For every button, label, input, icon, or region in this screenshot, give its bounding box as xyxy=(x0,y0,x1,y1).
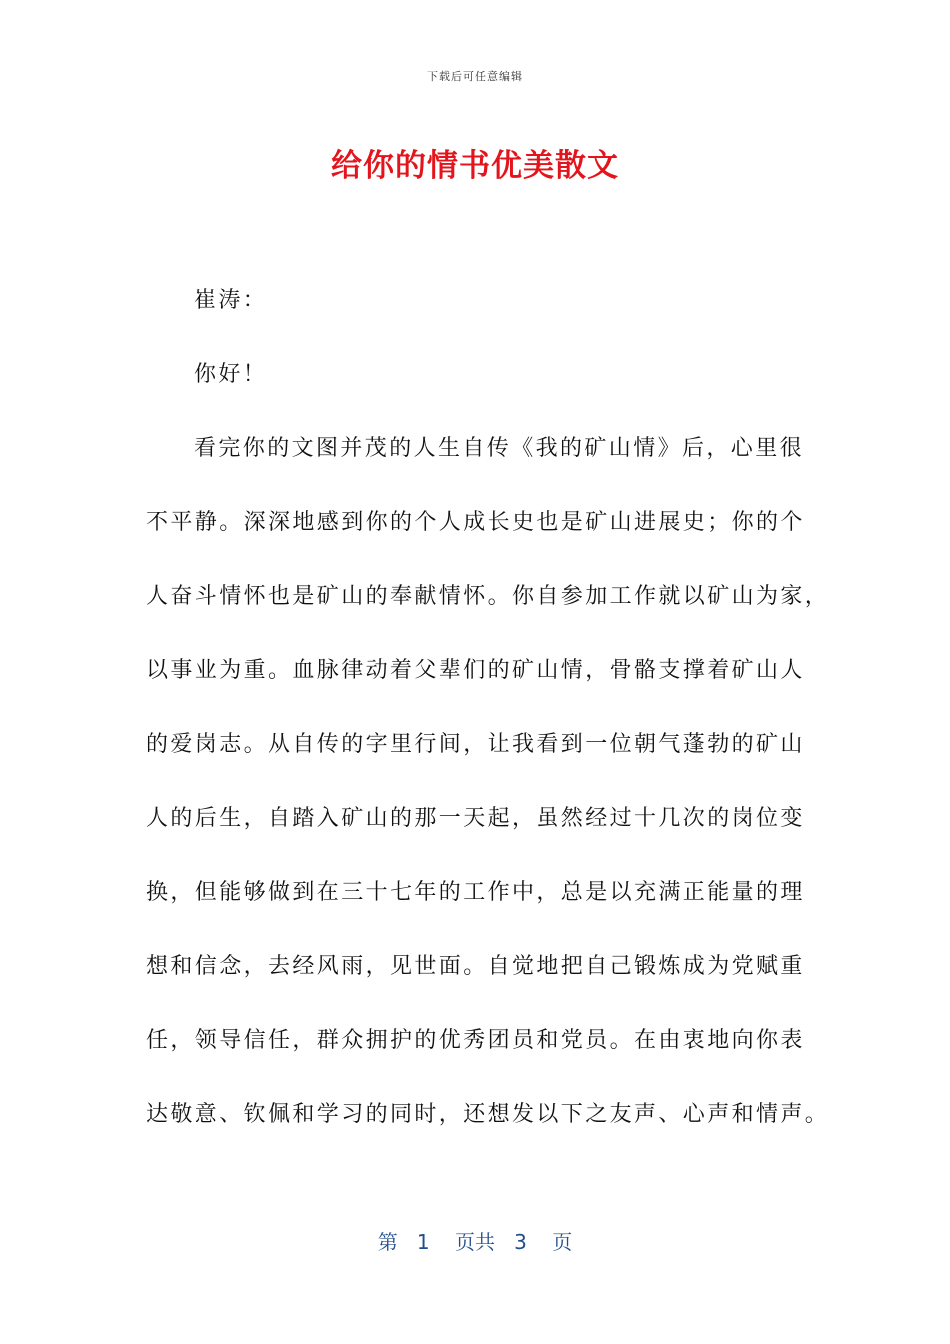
paragraph-line: 人的后生，自踏入矿山的那一天起，虽然经过十几次的岗位变 xyxy=(146,806,805,831)
paragraph-line: 的爱岗志。从自传的字里行间，让我看到一位朝气蓬勃的矿山 xyxy=(146,732,805,757)
page-total: 3 xyxy=(514,1230,527,1254)
paragraph-line: 任，领导信任，群众拥护的优秀团员和党员。在由衷地向你表 xyxy=(146,1028,805,1053)
paragraph-line: 想和信念，去经风雨，见世面。自觉地把自己锻炼成为党赋重 xyxy=(146,954,805,979)
paragraph-line: 不平静。深深地感到你的个人成长史也是矿山进展史；你的个 xyxy=(146,510,805,535)
page-label-prefix: 第 xyxy=(377,1230,398,1254)
paragraph-line: 达敬意、钦佩和学习的同时，还想发以下之友声、心声和情声。 xyxy=(146,1102,830,1127)
salutation: 崔涛： xyxy=(194,288,268,313)
paragraph-line: 换，但能够做到在三十七年的工作中，总是以充满正能量的理 xyxy=(146,880,805,905)
document-title: 给你的情书优美散文 xyxy=(331,148,619,184)
page-current: 1 xyxy=(416,1230,430,1254)
page-footer xyxy=(0,1226,950,1255)
header-note: 下载后可任意编辑 xyxy=(427,70,523,83)
page-label-suffix: 页 xyxy=(552,1230,573,1254)
page-label-middle: 页共 xyxy=(455,1230,495,1254)
paragraph-line: 看完你的文图并茂的人生自传《我的矿山情》后，心里很 xyxy=(194,436,805,461)
greeting: 你好！ xyxy=(194,362,268,387)
paragraph-line: 人奋斗情怀也是矿山的奉献情怀。你自参加工作就以矿山为家， xyxy=(146,584,830,609)
paragraph-line: 以事业为重。血脉律动着父辈们的矿山情，骨骼支撑着矿山人 xyxy=(146,658,805,683)
